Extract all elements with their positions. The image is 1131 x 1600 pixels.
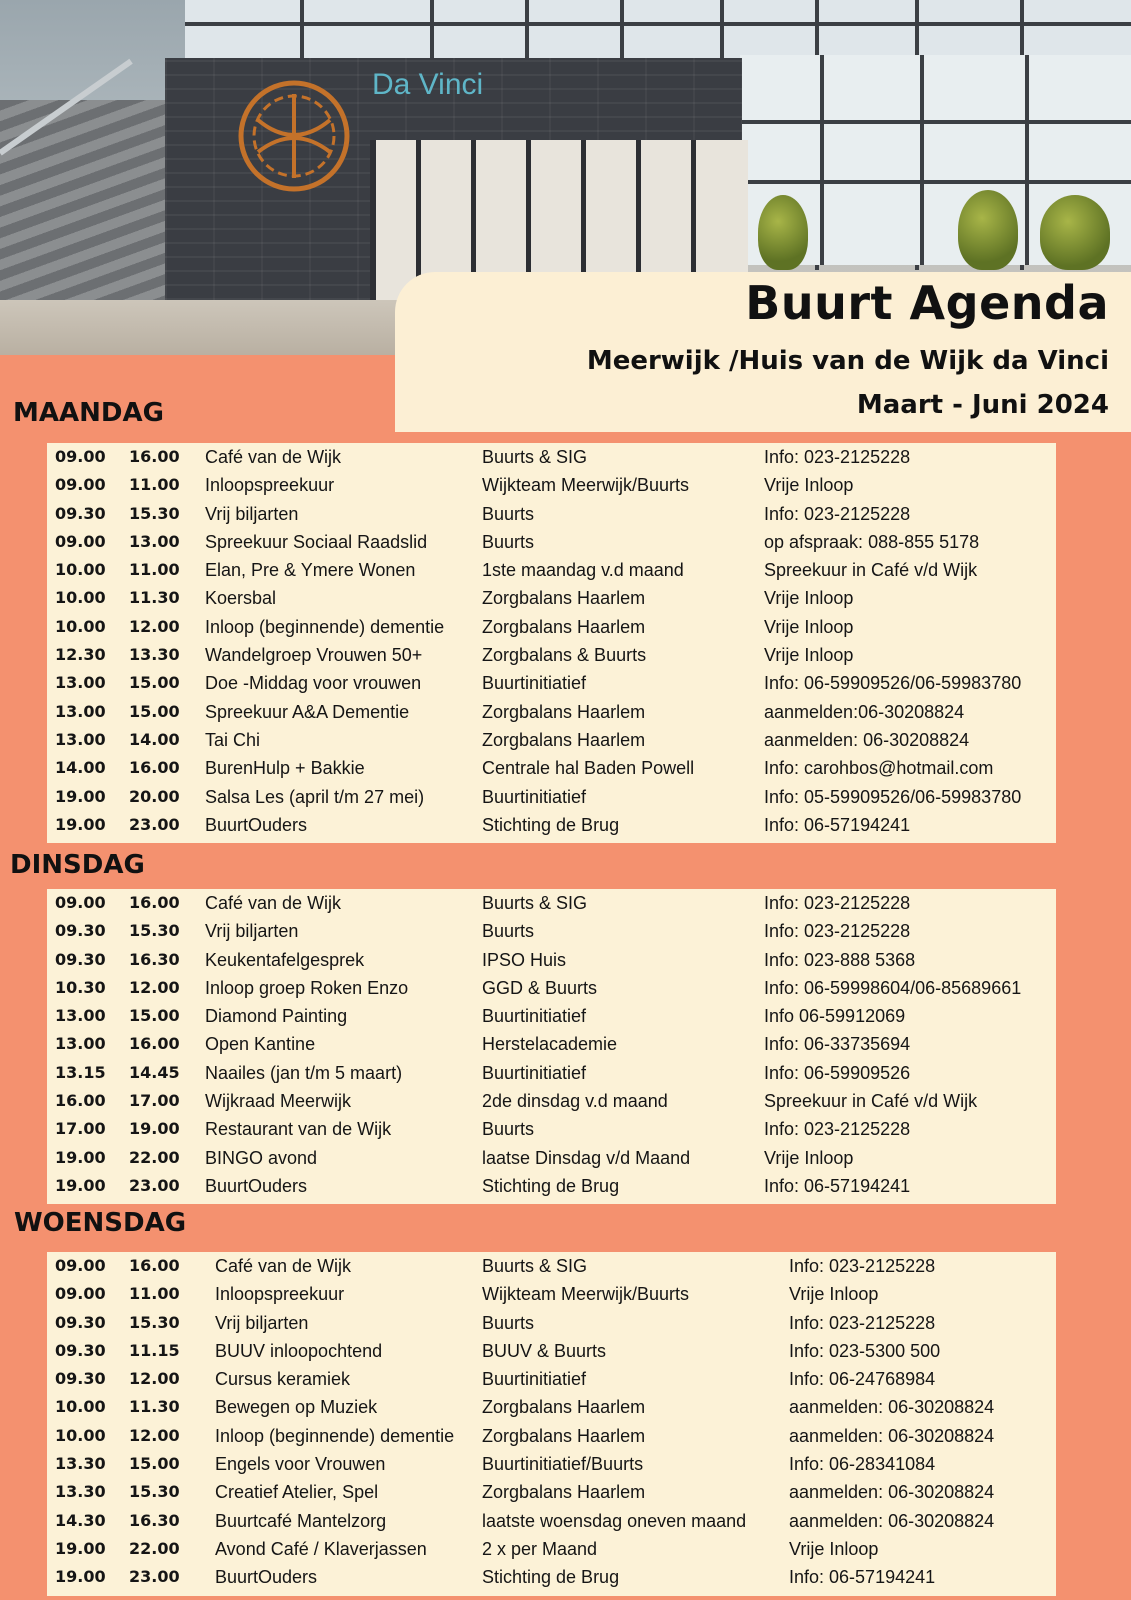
- activity-name: Keukentafelgesprek: [205, 949, 365, 970]
- end-time: 11.30: [129, 588, 180, 608]
- activity-name: Wijkraad Meerwijk: [205, 1091, 352, 1112]
- start-time: 19.00: [55, 1175, 106, 1195]
- contact-info: Info: 06-33735694: [764, 1034, 911, 1055]
- schedule-table-maandag: [47, 443, 1056, 843]
- organizer: Zorgbalans Haarlem: [482, 1425, 646, 1446]
- activity-name: Spreekuur Sociaal Raadslid: [205, 531, 428, 552]
- end-time: 13.00: [129, 531, 180, 551]
- contact-info: Info: 06-57194241: [789, 1567, 936, 1588]
- activity-name: BuurtOuders: [205, 814, 308, 835]
- start-time: 09.30: [55, 949, 106, 969]
- table-row: [47, 726, 1056, 754]
- organizer: Wijkteam Meerwijk/Buurts: [482, 1284, 690, 1305]
- start-time: 09.00: [55, 531, 106, 551]
- contact-info: aanmelden: 06-30208824: [789, 1482, 995, 1503]
- table-row: [47, 1280, 1056, 1308]
- end-time: 15.00: [129, 673, 180, 693]
- table-row: [47, 1337, 1056, 1365]
- organizer: Stichting de Brug: [482, 1175, 620, 1196]
- end-time: 15.00: [129, 701, 180, 721]
- organizer: Zorgbalans Haarlem: [482, 701, 646, 722]
- activity-name: Vrij biljarten: [205, 921, 299, 942]
- table-row: [47, 443, 1056, 471]
- start-time: 09.00: [55, 447, 106, 466]
- table-row: [47, 1252, 1056, 1280]
- activity-name: Tai Chi: [205, 729, 261, 750]
- staircase: [0, 100, 165, 300]
- table-row: [47, 584, 1056, 612]
- table-row: [47, 1393, 1056, 1421]
- contact-info: Info: 05-59909526/06-59983780: [764, 786, 1022, 807]
- organizer: Herstelacademie: [482, 1034, 618, 1055]
- organizer: Buurtinitiatief/Buurts: [482, 1454, 644, 1475]
- activity-name: Café van de Wijk: [205, 447, 342, 467]
- schedule-table-woensdag: [47, 1252, 1056, 1596]
- table-row: [47, 641, 1056, 669]
- contact-info: Info: 06-59909526/06-59983780: [764, 673, 1022, 694]
- table-row: [47, 811, 1056, 839]
- start-time: 16.00: [55, 1091, 106, 1111]
- activity-name: BuurtOuders: [215, 1567, 318, 1588]
- activity-name: Wandelgroep Vrouwen 50+: [205, 645, 423, 666]
- end-time: 14.45: [129, 1062, 180, 1082]
- end-time: 19.00: [129, 1119, 180, 1139]
- start-time: 12.30: [55, 645, 106, 665]
- start-time: 09.00: [55, 1256, 106, 1275]
- start-time: 13.00: [55, 701, 106, 721]
- table-row: [47, 1172, 1056, 1200]
- contact-info: Vrije Inloop: [764, 475, 854, 496]
- table-row: [47, 556, 1056, 584]
- end-time: 13.30: [129, 645, 180, 665]
- table-row: [47, 613, 1056, 641]
- table-row: [47, 1144, 1056, 1172]
- start-time: 19.00: [55, 1147, 106, 1167]
- activity-name: Doe -Middag voor vrouwen: [205, 673, 422, 694]
- start-time: 14.30: [55, 1510, 106, 1530]
- contact-info: aanmelden: 06-30208824: [789, 1425, 995, 1446]
- contact-info: Info: 06-59909526: [764, 1062, 911, 1083]
- start-time: 17.00: [55, 1119, 106, 1139]
- activity-name: Creatief Atelier, Spel: [215, 1482, 379, 1503]
- organizer: Buurtinitiatief: [482, 1006, 587, 1027]
- start-time: 09.00: [55, 893, 106, 912]
- activity-name: Koersbal: [205, 588, 277, 609]
- plant: [958, 190, 1018, 270]
- organizer: GGD & Buurts: [482, 977, 598, 998]
- organizer: Zorgbalans Haarlem: [482, 1397, 646, 1418]
- contact-info: Vrije Inloop: [789, 1284, 879, 1305]
- table-row: [47, 946, 1056, 974]
- activity-name: Inloop (beginnende) dementie: [205, 616, 445, 637]
- organizer: Buurtinitiatief: [482, 1062, 587, 1083]
- end-time: 16.00: [129, 893, 180, 912]
- period-label: Maart - Juni 2024: [856, 390, 1109, 420]
- contact-info: aanmelden: 06-30208824: [789, 1510, 995, 1531]
- end-time: 12.00: [129, 616, 180, 636]
- end-time: 15.30: [129, 1482, 180, 1502]
- table-row: [47, 1059, 1056, 1087]
- organizer: Stichting de Brug: [482, 1567, 620, 1588]
- contact-info: Info: 023-2125228: [789, 1256, 936, 1276]
- table-row: [47, 1002, 1056, 1030]
- end-time: 23.00: [129, 1175, 180, 1195]
- table-row: [47, 1087, 1056, 1115]
- contact-info: Info: 06-57194241: [764, 814, 911, 835]
- end-time: 16.00: [129, 758, 180, 778]
- table-row: [47, 669, 1056, 697]
- contact-info: Info: 023-2125228: [764, 1119, 911, 1140]
- contact-info: Spreekuur in Café v/d Wijk: [764, 560, 978, 581]
- table-row: [47, 698, 1056, 726]
- end-time: 14.00: [129, 729, 180, 749]
- table-row: [47, 974, 1056, 1002]
- activity-name: BuurtOuders: [205, 1175, 308, 1196]
- end-time: 12.00: [129, 977, 180, 997]
- organizer: Buurtinitiatief: [482, 1369, 587, 1390]
- facade-beam: [740, 180, 1131, 184]
- start-time: 19.00: [55, 786, 106, 806]
- organizer: Buurts: [482, 1312, 535, 1333]
- contact-info: Info: carohbos@hotmail.com: [764, 758, 994, 779]
- end-time: 15.00: [129, 1006, 180, 1026]
- facade-mullion: [300, 0, 304, 60]
- contact-info: Info: 023-2125228: [764, 503, 911, 524]
- activity-name: Restaurant van de Wijk: [205, 1119, 392, 1140]
- activity-name: Vrij biljarten: [215, 1312, 309, 1333]
- table-row: [47, 1450, 1056, 1478]
- start-time: 13.30: [55, 1482, 106, 1502]
- start-time: 13.00: [55, 1034, 106, 1054]
- start-time: 13.30: [55, 1454, 106, 1474]
- start-time: 09.00: [55, 1284, 106, 1304]
- contact-info: Info: 06-24768984: [789, 1369, 936, 1390]
- end-time: 11.00: [129, 1284, 180, 1304]
- contact-info: op afspraak: 088-855 5178: [764, 531, 980, 552]
- end-time: 11.30: [129, 1397, 180, 1417]
- contact-info: Vrije Inloop: [764, 1147, 854, 1168]
- organizer: Buurtinitiatief: [482, 673, 587, 694]
- table-row: [47, 471, 1056, 499]
- organizer: Buurts: [482, 1119, 535, 1140]
- table-row: [47, 917, 1056, 945]
- table-row: [47, 1115, 1056, 1143]
- end-time: 22.00: [129, 1538, 180, 1558]
- end-time: 17.00: [129, 1091, 180, 1111]
- activity-name: Inloopspreekuur: [205, 475, 335, 496]
- contact-info: aanmelden: 06-30208824: [789, 1397, 995, 1418]
- contact-info: Info: 023-2125228: [764, 893, 911, 913]
- start-time: 10.00: [55, 1397, 106, 1417]
- end-time: 15.30: [129, 921, 180, 941]
- facade-mullion: [1025, 55, 1029, 265]
- table-row: [47, 1365, 1056, 1393]
- organizer: Buurts: [482, 921, 535, 942]
- facade-mullion: [525, 0, 529, 60]
- table-row: [47, 1535, 1056, 1563]
- page-title: Buurt Agenda: [745, 276, 1109, 330]
- start-time: 09.30: [55, 1312, 106, 1332]
- activity-name: Elan, Pre & Ymere Wonen: [205, 560, 416, 581]
- end-time: 16.00: [129, 1256, 180, 1275]
- organizer: 2de dinsdag v.d maand: [482, 1091, 668, 1112]
- end-time: 16.00: [129, 447, 180, 466]
- contact-info: Info: 023-2125228: [764, 921, 911, 942]
- glass-facade-top: [185, 0, 1131, 60]
- schedule-table-dinsdag: [47, 889, 1056, 1204]
- day-heading-maandag: MAANDAG: [13, 398, 164, 428]
- facade-beam: [185, 22, 1131, 26]
- day-heading-dinsdag: DINSDAG: [10, 850, 145, 880]
- activity-name: Inloop (beginnende) dementie: [215, 1425, 455, 1446]
- activity-name: Salsa Les (april t/m 27 mei): [205, 786, 425, 807]
- activity-name: Naailes (jan t/m 5 maart): [205, 1062, 403, 1083]
- table-row: [47, 1507, 1056, 1535]
- facade-mullion: [820, 55, 824, 265]
- organizer: Zorgbalans & Buurts: [482, 645, 647, 666]
- table-row: [47, 528, 1056, 556]
- activity-name: BUUV inloopochtend: [215, 1340, 383, 1361]
- end-time: 15.00: [129, 1454, 180, 1474]
- end-time: 15.30: [129, 1312, 180, 1332]
- facade-mullion: [620, 0, 624, 60]
- plant: [758, 195, 808, 270]
- table-row: [47, 1563, 1056, 1591]
- end-time: 16.30: [129, 1510, 180, 1530]
- contact-info: Info: 023-5300 500: [789, 1340, 941, 1361]
- contact-info: Info: 023-888 5368: [764, 949, 916, 970]
- activity-name: Café van de Wijk: [215, 1256, 352, 1276]
- organizer: Wijkteam Meerwijk/Buurts: [482, 475, 690, 496]
- organizer: laatste woensdag oneven maand: [482, 1510, 747, 1531]
- contact-info: Info 06-59912069: [764, 1006, 906, 1027]
- table-row: [47, 754, 1056, 782]
- page-subtitle: Meerwijk /Huis van de Wijk da Vinci: [586, 346, 1109, 376]
- activity-name: BINGO avond: [205, 1147, 318, 1168]
- start-time: 19.00: [55, 1538, 106, 1558]
- activity-name: Vrij biljarten: [205, 503, 299, 524]
- facade-mullion: [920, 55, 924, 265]
- organizer: 2 x per Maand: [482, 1538, 598, 1559]
- start-time: 13.00: [55, 729, 106, 749]
- end-time: 11.15: [129, 1340, 180, 1360]
- table-row: [47, 783, 1056, 811]
- start-time: 13.15: [55, 1062, 106, 1082]
- contact-info: Info: 06-59998604/06-85689661: [764, 977, 1022, 998]
- organizer: laatse Dinsdag v/d Maand: [482, 1147, 691, 1168]
- end-time: 22.00: [129, 1147, 180, 1167]
- start-time: 09.30: [55, 1340, 106, 1360]
- contact-info: aanmelden: 06-30208824: [764, 729, 970, 750]
- start-time: 10.00: [55, 616, 106, 636]
- facade-mullion: [720, 0, 724, 60]
- end-time: 16.00: [129, 1034, 180, 1054]
- da-vinci-logo-icon: [238, 80, 350, 192]
- facade-mullion: [430, 0, 434, 60]
- activity-name: Bewegen op Muziek: [215, 1397, 378, 1418]
- end-time: 11.00: [129, 560, 180, 580]
- day-heading-woensdag: WOENSDAG: [14, 1208, 187, 1238]
- organizer: Zorgbalans Haarlem: [482, 1482, 646, 1503]
- organizer: Buurts & SIG: [482, 1256, 588, 1276]
- plant: [1040, 195, 1110, 270]
- start-time: 14.00: [55, 758, 106, 778]
- facade-beam: [740, 120, 1131, 124]
- activity-name: Avond Café / Klaverjassen: [215, 1538, 427, 1559]
- organizer: Buurts: [482, 503, 535, 524]
- activity-name: Inloopspreekuur: [215, 1284, 345, 1305]
- start-time: 13.00: [55, 673, 106, 693]
- activity-name: Open Kantine: [205, 1034, 316, 1055]
- start-time: 10.30: [55, 977, 106, 997]
- table-row: [47, 500, 1056, 528]
- activity-name: Diamond Painting: [205, 1006, 348, 1027]
- activity-name: BurenHulp + Bakkie: [205, 758, 365, 779]
- table-row: [47, 889, 1056, 917]
- start-time: 09.30: [55, 1369, 106, 1389]
- contact-info: Vrije Inloop: [764, 616, 854, 637]
- contact-info: Info: 023-2125228: [764, 447, 911, 467]
- organizer: BUUV & Buurts: [482, 1340, 607, 1361]
- end-time: 12.00: [129, 1369, 180, 1389]
- organizer: Zorgbalans Haarlem: [482, 588, 646, 609]
- start-time: 09.00: [55, 475, 106, 495]
- activity-name: Inloop groep Roken Enzo: [205, 977, 409, 998]
- organizer: Buurts: [482, 531, 535, 552]
- organizer: Buurtinitiatief: [482, 786, 587, 807]
- organizer: Buurts & SIG: [482, 447, 588, 467]
- contact-info: Info: 06-57194241: [764, 1175, 911, 1196]
- contact-info: Vrije Inloop: [789, 1538, 879, 1559]
- start-time: 09.30: [55, 503, 106, 523]
- start-time: 13.00: [55, 1006, 106, 1026]
- table-row: [47, 1030, 1056, 1058]
- organizer: 1ste maandag v.d maand: [482, 560, 684, 581]
- end-time: 23.00: [129, 814, 180, 834]
- contact-info: Vrije Inloop: [764, 645, 854, 666]
- activity-name: Café van de Wijk: [205, 893, 342, 913]
- table-row: [47, 1478, 1056, 1506]
- contact-info: aanmelden:06-30208824: [764, 701, 965, 722]
- activity-name: Buurtcafé Mantelzorg: [215, 1510, 387, 1531]
- contact-info: Info: 06-28341084: [789, 1454, 936, 1475]
- end-time: 20.00: [129, 786, 180, 806]
- organizer: Zorgbalans Haarlem: [482, 616, 646, 637]
- start-time: 10.00: [55, 1425, 106, 1445]
- start-time: 19.00: [55, 1567, 106, 1587]
- end-time: 23.00: [129, 1567, 180, 1587]
- end-time: 11.00: [129, 475, 180, 495]
- start-time: 10.00: [55, 588, 106, 608]
- logo-name: Da Vinci: [372, 68, 484, 101]
- start-time: 19.00: [55, 814, 106, 834]
- activity-name: Cursus keramiek: [215, 1369, 351, 1390]
- end-time: 12.00: [129, 1425, 180, 1445]
- end-time: 16.30: [129, 949, 180, 969]
- contact-info: Vrije Inloop: [764, 588, 854, 609]
- table-row: [47, 1422, 1056, 1450]
- contact-info: Info: 023-2125228: [789, 1312, 936, 1333]
- start-time: 09.30: [55, 921, 106, 941]
- organizer: Centrale hal Baden Powell: [482, 758, 695, 779]
- contact-info: Spreekuur in Café v/d Wijk: [764, 1091, 978, 1112]
- organizer: Stichting de Brug: [482, 814, 620, 835]
- organizer: IPSO Huis: [482, 949, 567, 970]
- organizer: Zorgbalans Haarlem: [482, 729, 646, 750]
- organizer: Buurts & SIG: [482, 893, 588, 913]
- start-time: 10.00: [55, 560, 106, 580]
- activity-name: Engels voor Vrouwen: [215, 1454, 386, 1475]
- table-row: [47, 1309, 1056, 1337]
- activity-name: Spreekuur A&A Dementie: [205, 701, 410, 722]
- end-time: 15.30: [129, 503, 180, 523]
